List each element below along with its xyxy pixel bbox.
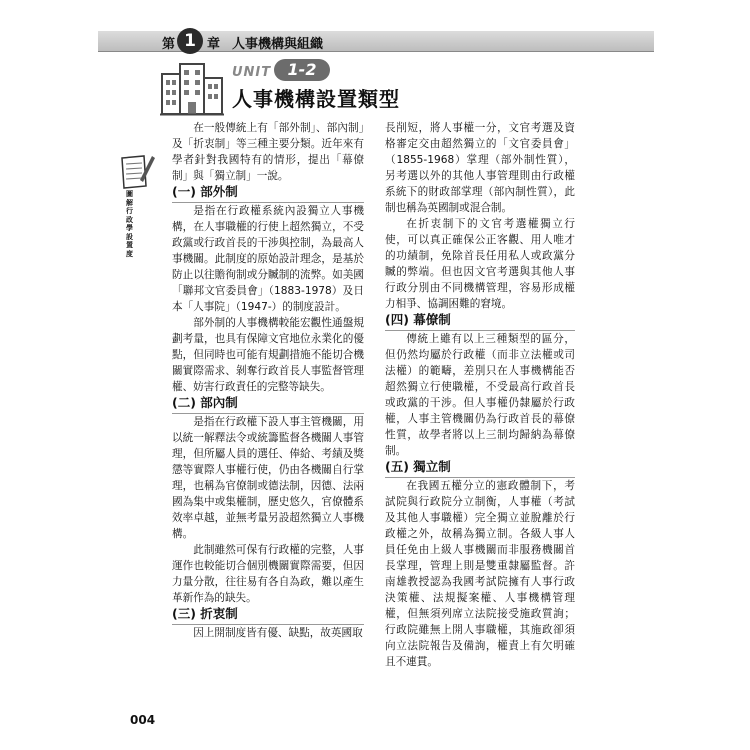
body-paragraph: 是指在行政權系統內設獨立人事機構，在人事職權的行使上超然獨立，不受政黨或行政首長的干涉與控制，為最高人事機關。此制度的原始設計理念，是基於防止以往贍徇制或分贓制的流弊。如美國「聯邦文官委員會」（1883-1978）及日本「人事院」（1947-）的制度設計。 bbox=[172, 205, 364, 313]
body-paragraph: 部外制的人事機構較能宏觀性通盤規劃考量，也具有保障文官地位永業化的優點，但同時也可能有規劃措施不能切合機關實際需求、剝奪行政首長人事監督管理權、妨害行政責任的完整等缺失。 bbox=[172, 317, 364, 393]
unit-title: 人事機構設置類型 bbox=[232, 87, 400, 111]
right-column bbox=[385, 120, 575, 670]
body-paragraph: 在我國五權分立的憲政體制下，考試院與行政院分立制衡，人事權（考試及其他人事職權）完全獨立並脫離於行政權之外，故稱為獨立制。各級人事人員任免由上級人事機關而非服務機關首長掌理，管理上則是雙重隸屬監督。許南雄教授認為我國考試院擁有人事行政決策權、法規擬案權、人事機構管理權，但無須列席立法院接受施政質詢；行政院雖無上開人事職權，其施政卻須向立法院報告及備詢，權責上有欠明確且不連貫。 bbox=[385, 480, 575, 668]
page-number: 004 bbox=[130, 713, 156, 727]
body-paragraph: 長削短，將人事權一分，文官考選及資格審定交由超然獨立的「文官委員會」（1855-1968）掌理（部外制性質），另考選以外的其他人事管理則由行政權系統下的財政部掌理（部內制性質），此制也稱為英國制或混合制。 bbox=[385, 122, 575, 214]
unit-label: UNIT bbox=[232, 65, 272, 80]
body-paragraph: 在折衷制下的文官考選權獨立行使，可以真正確保公正客觀、用人唯才的功績制，免除首長任用私人或政黨分贓的弊端。但也因文官考選與其他人事行政分別由不同機構管理，容易形成權力相爭、協調困難的窘境。 bbox=[385, 218, 575, 310]
chapter-number-badge: 1 bbox=[177, 28, 203, 54]
left-column bbox=[172, 120, 364, 641]
chapter-suffix: 章 bbox=[207, 37, 221, 52]
body-paragraph: 因上開制度皆有優、缺點，故英國取 bbox=[193, 627, 363, 639]
body-paragraph: 此制雖然可保有行政權的完整，人事運作也較能切合個別機關實際需要，但因力量分散，往往易有各自為政，難以產生革新作為的缺失。 bbox=[172, 544, 364, 604]
section-title: (四) 幕僚制 bbox=[385, 312, 575, 331]
unit-number-badge: 1-2 bbox=[274, 59, 330, 81]
section-title: (二) 部內制 bbox=[172, 395, 364, 414]
intro-paragraph: 在一般傳統上有「部外制」、部內制」及「折衷制」等三種主要分類。近年來有學者針對我國特有的情形，提出「幕僚制」與「獨立制」一說。 bbox=[172, 122, 364, 182]
building-icon bbox=[160, 60, 224, 116]
section-title: (一) 部外制 bbox=[172, 184, 364, 203]
body-paragraph: 傳統上雖有以上三種類型的區分，但仍然均屬於行政權（而非立法權或司法權）的範疇，差別只在人事機構能否超然獨立行使職權，不受最高行政首長或政黨的干涉。但人事權仍隸屬於行政權，人事主管機關仍為行政首長的幕僚性質，故學者將以上三制均歸納為幕僚制。 bbox=[385, 333, 575, 457]
notebook-pen-icon bbox=[116, 150, 156, 194]
chapter-title: 人事機構與組織 bbox=[232, 37, 324, 52]
section-title: (三) 折衷制 bbox=[172, 606, 364, 625]
section-title: (五) 獨立制 bbox=[385, 459, 575, 478]
side-label: 圖解行政學設置度 bbox=[126, 190, 133, 258]
body-paragraph: 是指在行政權下設人事主管機關，用以統一解釋法令或統籌監督各機關人事管理，但所屬人員的選任、俸給、考績及獎懲等實際人事權行使，仍由各機關自行掌理，也稱為官僚制或德法制，因德、法兩國為集中或集權制，歷史悠久，官僚體系效率卓越，並無考量另設超然獨立人事機構。 bbox=[172, 416, 364, 540]
chapter-prefix: 第 bbox=[162, 37, 176, 52]
